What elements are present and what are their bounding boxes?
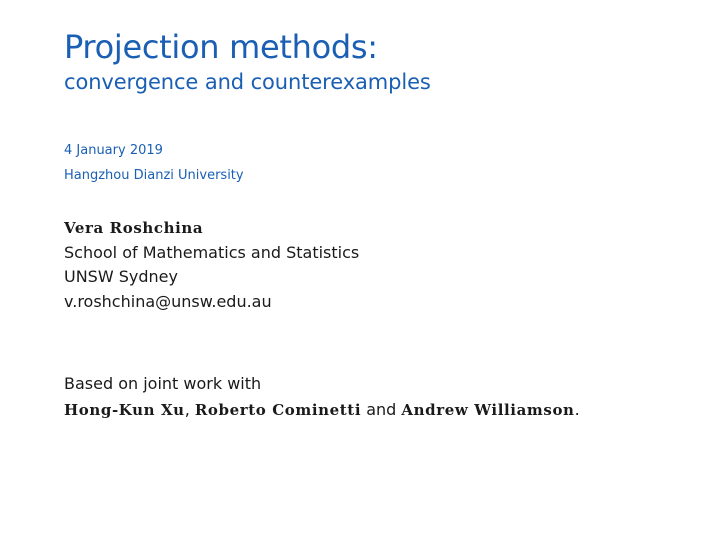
- author-email: v.roshchina@unsw.edu.au: [64, 291, 272, 311]
- coauthor-name: Andrew Williamson: [401, 401, 575, 419]
- author-institution: UNSW Sydney: [64, 267, 178, 286]
- presentation-venue: Hangzhou Dianzi University: [64, 168, 244, 183]
- coauthor-separator: ,: [184, 400, 195, 419]
- coauthor-name: Hong-Kun Xu: [64, 401, 185, 419]
- coauthor-end: .: [574, 400, 580, 419]
- coauthor-list: [64, 397, 580, 423]
- author-affiliation: School of Mathematics and Statistics: [64, 242, 360, 262]
- coauthor-name: Roberto Cominetti: [194, 401, 362, 419]
- slide-title: Projection methods:: [64, 28, 378, 66]
- slide-subtitle: convergence and counterexamples: [64, 70, 431, 94]
- coauthor-conjunction: and: [361, 400, 402, 419]
- author-block: [64, 216, 359, 314]
- joint-work-block: [64, 371, 580, 423]
- author-name: Vera Roshchina: [64, 219, 204, 237]
- presentation-date: 4 January 2019: [64, 143, 163, 158]
- joint-work-intro: Based on joint work with: [64, 374, 262, 393]
